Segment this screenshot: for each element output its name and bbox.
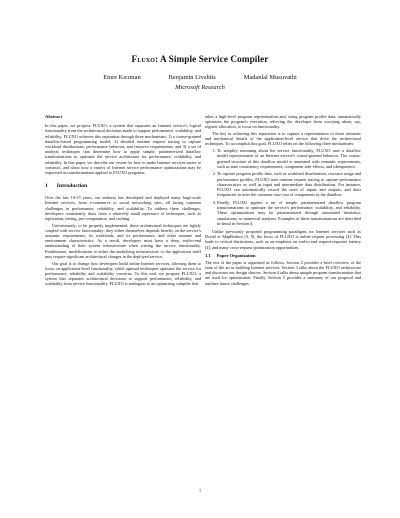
section-number: 1 xyxy=(45,183,48,190)
section-heading xyxy=(45,184,201,189)
intro-paragraph: Our goal is to change how developers build online Internet services, allowing them to focus on application-level functionality, while optimal techniques optimize the service for performance, reliability and scalability concerns. To this end, we propose FLUXO, a system that separates architectural decisions to support performance, reliability, and scalability from service functionality. FLUXO is analogous to an optimizing compiler that xyxy=(45,260,201,287)
section-title: Introduction xyxy=(56,183,88,190)
subsection-heading xyxy=(205,253,361,258)
paper-title xyxy=(0,54,400,64)
page-number: 1 xyxy=(198,488,202,493)
intro-paragraph: Over the last 10-15 years, our industry has developed and deployed many large-scale Internet services, from e-commerce to social networking sites, all facing common challenges in performance, reliability, and scalability. To address these challenges, developers consistently draw from a relatively small repertoire of techniques, such as replication, tiering, pre-computation, and caching. xyxy=(45,195,201,221)
subsection-number: 1.1 xyxy=(205,252,211,258)
body-paragraph: takes a high-level program representation and, using program profile data, automatically optimizes the program's execution, relieving the developer from worrying about, say, register allocation, to focus on functionality. xyxy=(205,114,361,130)
author-list xyxy=(0,74,400,81)
mechanism-list xyxy=(205,148,361,226)
title-system-name: Fluxo xyxy=(131,54,155,64)
abstract-text: In this paper, we propose FLUXO, a system that separates an Internet service's logical functionality from the architectural decisions made to support performance, scalability, and reliability. FLUXO achieves this separation through three mechanisms: 1) a coarse-grained dataflow-based programming model; 2) detailed runtime request tracing to capture workload distributions, performance behavior, and resource requirements; and 3) a set of analysis techniques that determine how to apply simple, parameterized dataflow transformations to optimize the service architecture for performance, scalability, and reliability. In this paper, we describe our vision for how to make Internet services easier to construct, and show how a variety of Internet service performance optimizations may be expressed as transformations applied to FLUXO programs. xyxy=(45,123,201,175)
affiliation: Microsoft Research xyxy=(175,84,225,91)
intro-paragraph: Unfortunately, to be properly implemented, these architectural techniques are tightly coupled with service functionality; they either themselves depends heavily on the service's semantic requirements, its workloads, and its performance, and other runtime and environment characteristics. As a result, developers must have a deep, end-to-end understanding of their system infrastructure when writing the service functionality. Furthermore, modifications to either the underlying infrastructure or the application itself may require significant architectural changes in the deployed service. xyxy=(45,222,201,259)
body-paragraph: Unlike previously proposed programming paradigms for Internet services such as Dryad or MapReduce [3, 9], the focus of FLUXO is online request processing [4]. This leads to critical distinctions, such as an emphasis on end-to-end request-response latency [4], and many cross-request optimization opportunities. xyxy=(205,228,361,250)
body-paragraph: The rest of the paper is organized as follows. Section 2 provides a brief overview of the state of the art in building Internet services. Section 3 talks about the FLUXO architecture and discusses our design choices. Section 4 talks about sample program transformation that are used for optimization. Finally, Section 5 provides a summary of our proposal and outlines future challenges. xyxy=(205,259,361,286)
body-paragraph: The key to achieving this separation is to capture a representation of those semantic and mechanical details of the application-level service that drive the architectural techniques. To accomplish this goal, FLUXO relies on the following three mechanisms: xyxy=(205,131,361,147)
right-column xyxy=(205,114,361,287)
title-rest: : A Simple Service Compiler xyxy=(155,54,269,64)
abstract-heading: Abstract xyxy=(45,114,63,119)
list-item: 1. To simplify reasoning about the service functionality, FLUXO uses a dataflow model representation of an Internet service's coarse-grained behavior. The coarse-grained structure of this dataflow model is annotated with semantic requirements, such as state consistency requirements, component side-effects, and idempotence. xyxy=(217,148,361,169)
list-item: 2. To capture program profile data, such as workload distributions, resource usage and performance profiles, FLUXO uses runtime request tracing to capture performance characteristics as well as input and intermediate data distributions. For instance, FLUXO can automatically record the sizes of inputs and outputs, and their frequencies to infer the common-case cost of components in the dataflow. xyxy=(217,171,361,197)
author-name: Emre Kıcıman xyxy=(103,74,141,81)
author-name: Madanlal Musuvathi xyxy=(243,74,297,81)
list-item: 3. Finally, FLUXO applies a set of simple, parameterized dataflow program transformations to optimize the service's performance, scalability, and reliability. These optimizations may be parameterized through automated heuristics, simulations, or numerical analyses. Examples of these transformations are described in detail in Section 4. xyxy=(217,200,361,226)
author-name: Benjamin Livshits xyxy=(168,74,216,81)
subsection-title: Paper Organization xyxy=(216,252,256,258)
left-column xyxy=(45,114,201,288)
